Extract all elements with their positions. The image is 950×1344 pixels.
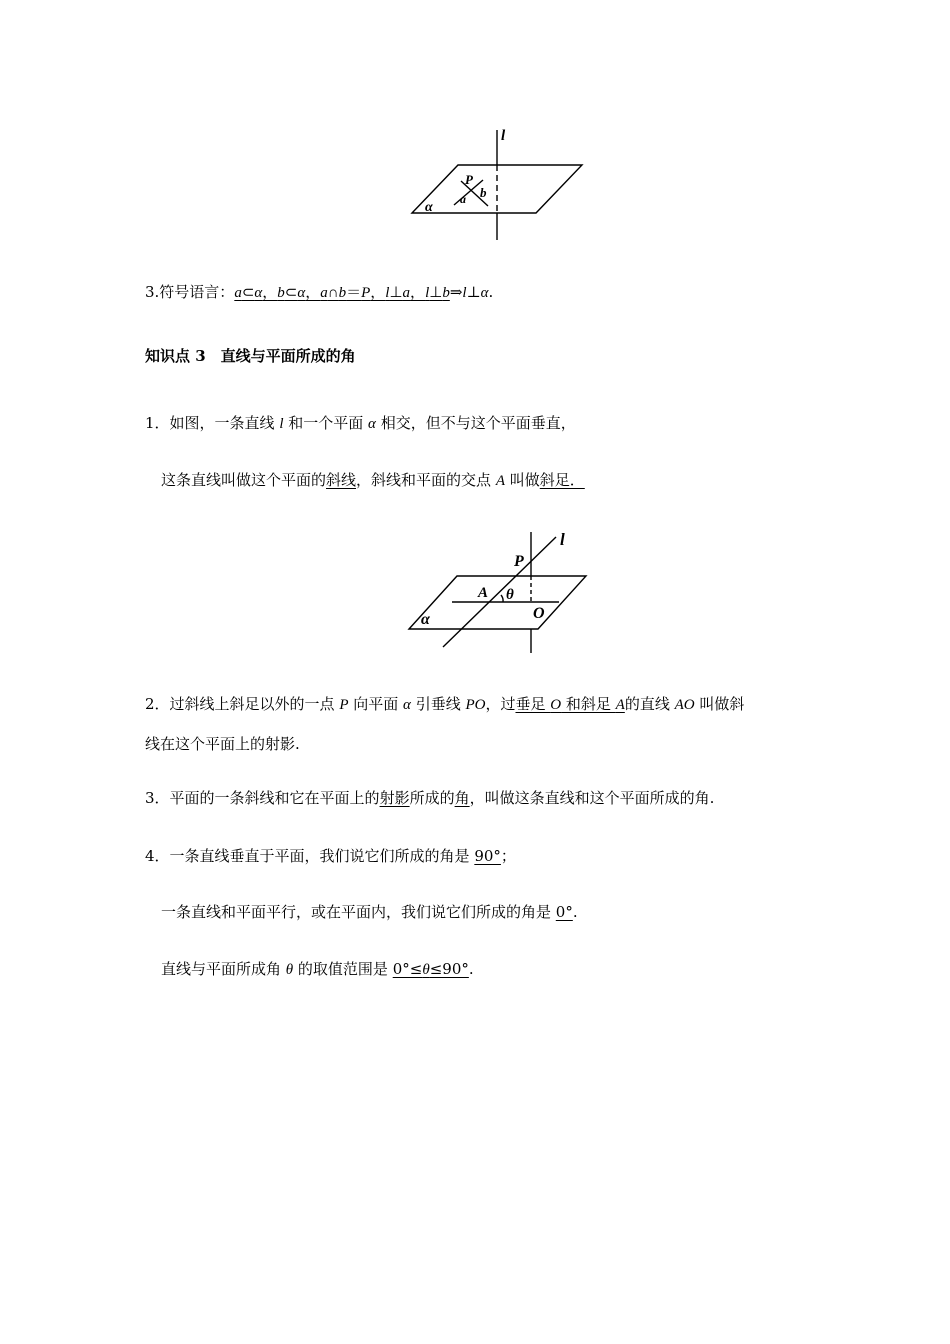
paragraph-3: 3．平面的一条斜线和它在平面上的射影所成的角，叫做这条直线和这个平面所成的角. xyxy=(145,789,715,807)
symbol-language-prefix: 3.符号语言： xyxy=(145,283,235,301)
label-theta: θ xyxy=(506,587,514,603)
label-P: P xyxy=(465,172,473,187)
paragraph-4-line-2: 一条直线和平面平行，或在平面内，我们说它们所成的角是 0°. xyxy=(161,903,578,921)
paragraph-4-line-3: 直线与平面所成角 θ 的取值范围是 0°≤θ≤90°. xyxy=(161,960,474,978)
paragraph-1-line-1: 1．如图，一条直线 l 和一个平面 α 相交，但不与这个平面垂直， xyxy=(145,414,576,432)
label-alpha: α xyxy=(425,200,433,215)
paragraph-4-line-1: 4．一条直线垂直于平面，我们说它们所成的角是 90°； xyxy=(145,847,516,865)
label-l-2: l xyxy=(560,530,565,549)
section-heading: 知识点 3 直线与平面所成的角 xyxy=(145,347,356,365)
label-alpha-2: α xyxy=(421,611,430,628)
label-A-2: A xyxy=(478,585,489,601)
line-l-oblique xyxy=(443,537,556,647)
symbol-language-formula: a⊂α，b⊂α，a∩b＝P，l⊥a，l⊥b xyxy=(234,285,450,301)
paragraph-2-line-2: 线在这个平面上的射影. xyxy=(145,735,300,753)
label-b: b xyxy=(480,185,487,200)
symbol-language-line: 3.符号语言：a⊂α，b⊂α，a∩b＝P，l⊥a，l⊥b⇒l⊥α. xyxy=(145,283,494,301)
paragraph-1-line-2: 这条直线叫做这个平面的斜线，斜线和平面的交点 A 叫做斜足． xyxy=(161,471,585,489)
label-a: a xyxy=(460,192,466,206)
label-P-2: P xyxy=(514,553,524,570)
label-l: l xyxy=(501,128,506,144)
paragraph-2-line-1: 2．过斜线上斜足以外的一点 P 向平面 α 引垂线 PO，过垂足 O 和斜足 A的直线 AO 叫做斜 xyxy=(145,695,745,713)
angle-arc xyxy=(501,595,503,602)
label-O: O xyxy=(533,605,545,622)
